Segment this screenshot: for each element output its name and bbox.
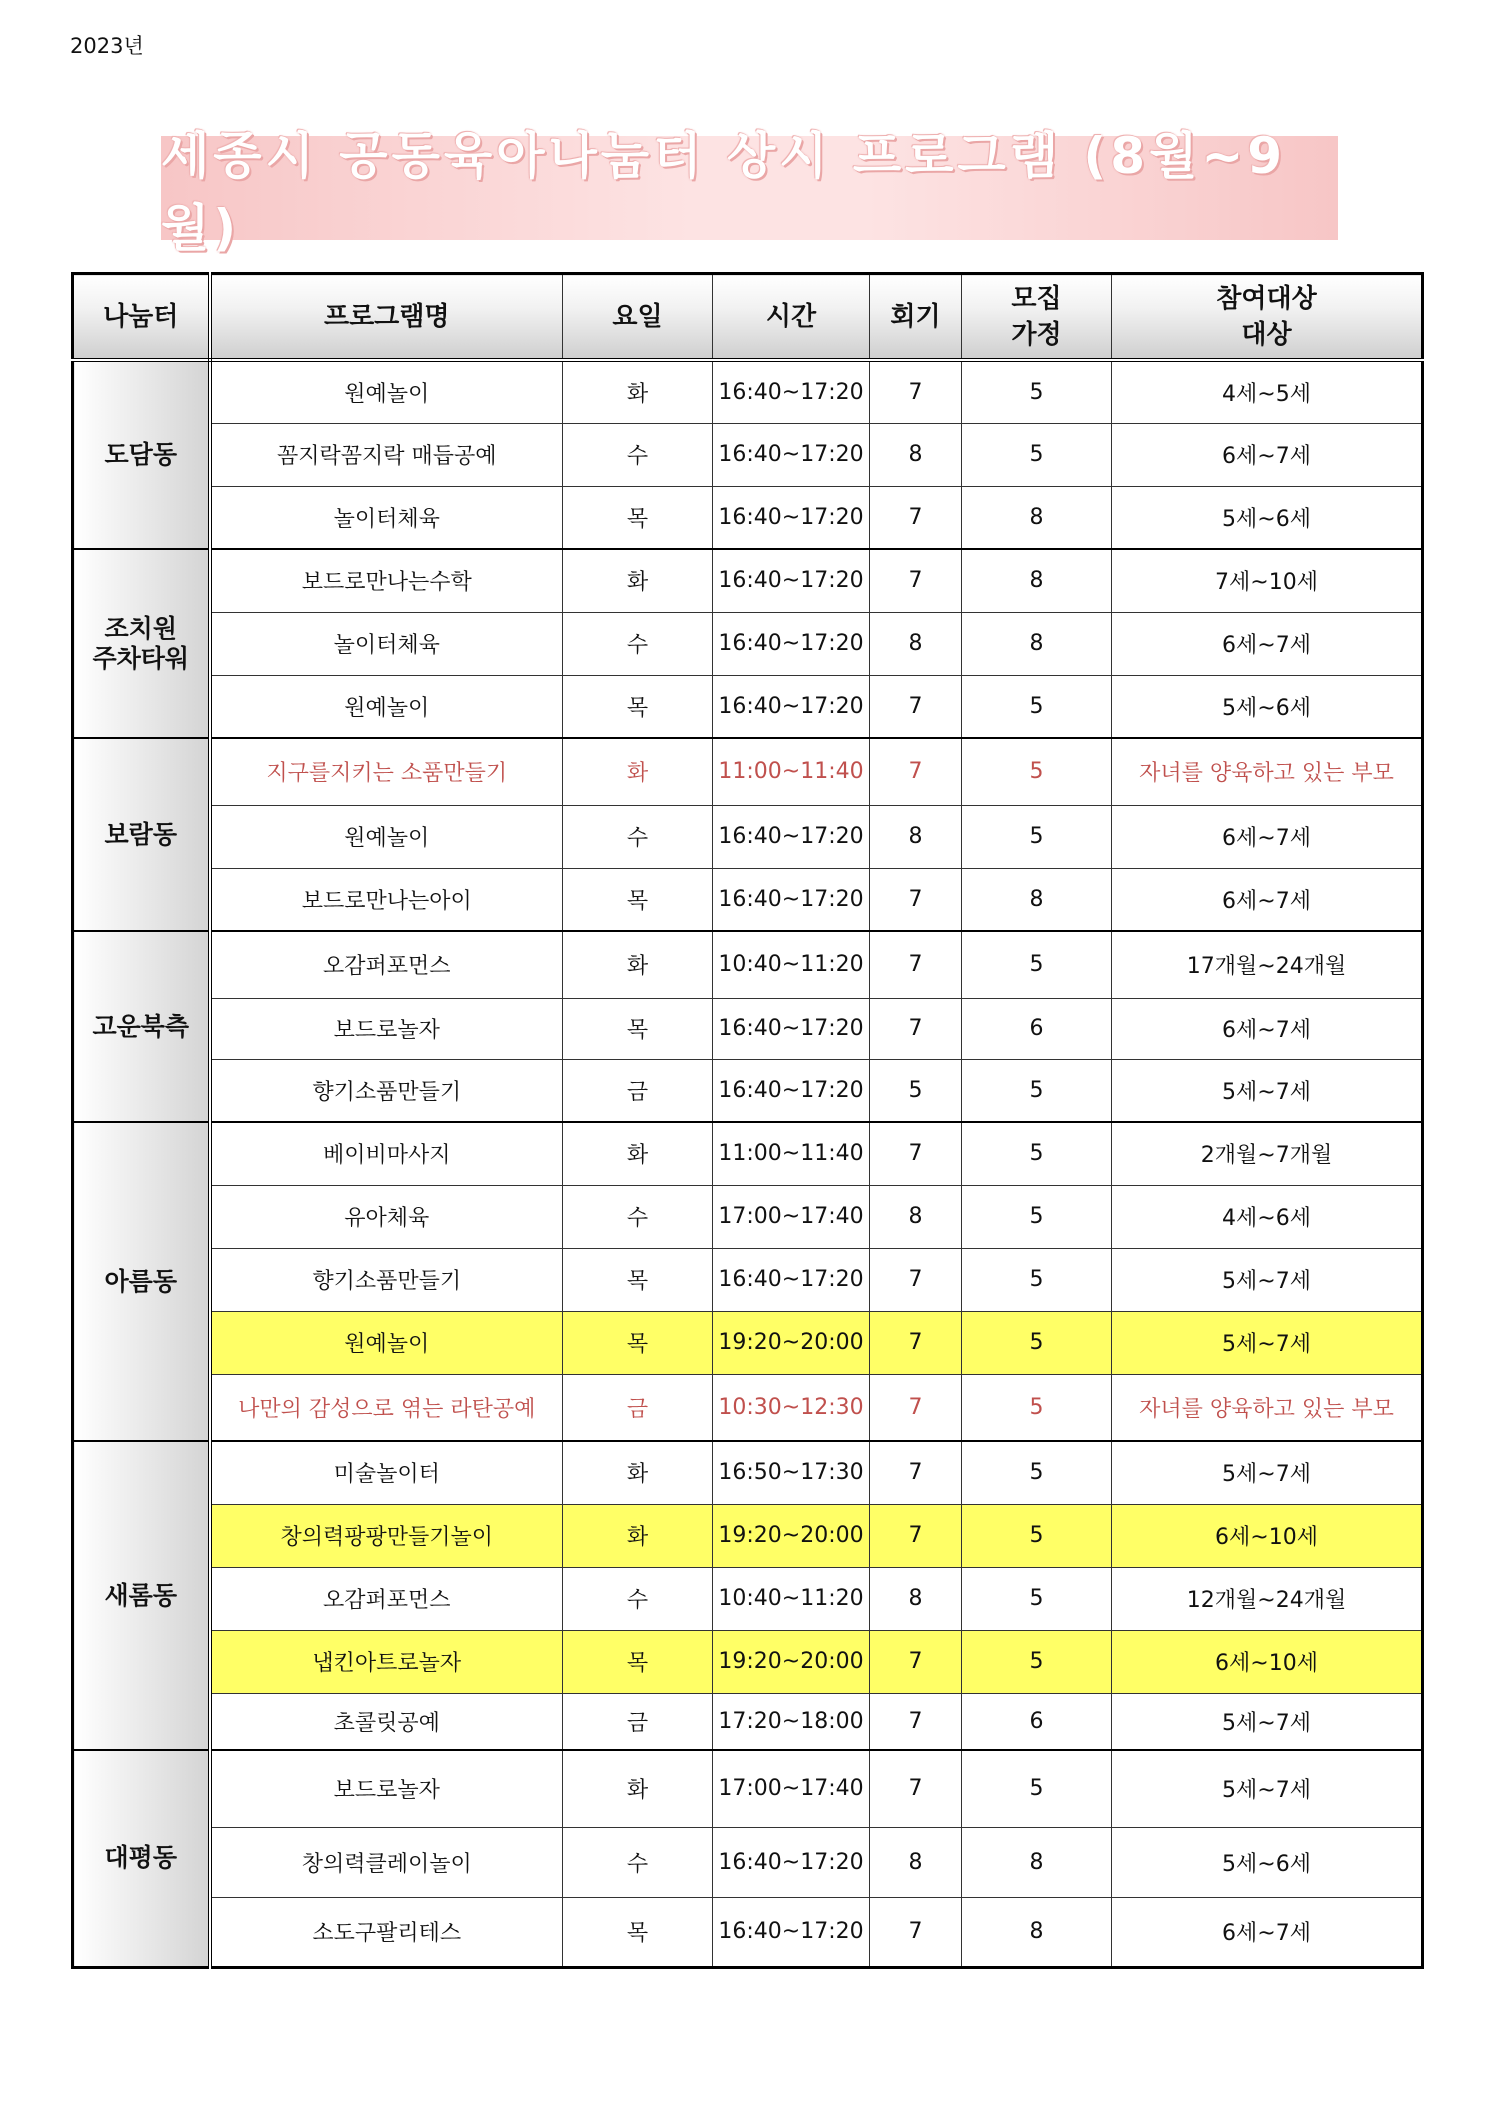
time-cell: 16:50~17:30 bbox=[713, 1441, 870, 1504]
program-name-cell: 놀이터체육 bbox=[210, 612, 563, 675]
hub-name-cell: 새롬동 bbox=[73, 1441, 210, 1750]
day-cell: 화 bbox=[563, 360, 713, 423]
table-row bbox=[73, 675, 1423, 738]
sessions-cell: 7 bbox=[870, 868, 962, 931]
table-row bbox=[73, 1248, 1423, 1311]
target-cell: 4세~5세 bbox=[1112, 360, 1423, 423]
table-row bbox=[73, 1827, 1423, 1897]
table-row bbox=[73, 1441, 1423, 1504]
sessions-cell: 7 bbox=[870, 1750, 962, 1827]
families-cell: 8 bbox=[962, 1897, 1112, 1967]
time-cell: 10:40~11:20 bbox=[713, 1567, 870, 1630]
day-cell: 수 bbox=[563, 1567, 713, 1630]
hub-name-cell: 대평동 bbox=[73, 1750, 210, 1967]
year-label: 2023년 bbox=[70, 34, 144, 58]
sessions-cell: 7 bbox=[870, 549, 962, 612]
column-header-families: 모집 가정 bbox=[962, 274, 1112, 361]
target-cell: 5세~7세 bbox=[1112, 1248, 1423, 1311]
table-row bbox=[73, 1122, 1423, 1185]
sessions-cell: 7 bbox=[870, 1693, 962, 1750]
target-cell: 6세~7세 bbox=[1112, 805, 1423, 868]
time-cell: 17:20~18:00 bbox=[713, 1693, 870, 1750]
table-row bbox=[73, 486, 1423, 549]
time-cell: 11:00~11:40 bbox=[713, 1122, 870, 1185]
time-cell: 11:00~11:40 bbox=[713, 738, 870, 805]
sessions-cell: 8 bbox=[870, 423, 962, 486]
target-cell: 6세~7세 bbox=[1112, 423, 1423, 486]
target-cell: 자녀를 양육하고 있는 부모 bbox=[1112, 738, 1423, 805]
program-name-cell: 원예놀이 bbox=[210, 675, 563, 738]
hub-name-cell: 도담동 bbox=[73, 360, 210, 549]
program-name-cell: 미술놀이터 bbox=[210, 1441, 563, 1504]
target-cell: 5세~7세 bbox=[1112, 1441, 1423, 1504]
target-cell: 5세~6세 bbox=[1112, 1827, 1423, 1897]
program-name-cell: 원예놀이 bbox=[210, 1311, 563, 1374]
day-cell: 금 bbox=[563, 1059, 713, 1122]
sessions-cell: 8 bbox=[870, 805, 962, 868]
table-row bbox=[73, 549, 1423, 612]
sessions-cell: 7 bbox=[870, 486, 962, 549]
target-cell: 7세~10세 bbox=[1112, 549, 1423, 612]
day-cell: 화 bbox=[563, 1504, 713, 1567]
sessions-cell: 8 bbox=[870, 1185, 962, 1248]
day-cell: 목 bbox=[563, 998, 713, 1059]
program-name-cell: 초콜릿공예 bbox=[210, 1693, 563, 1750]
program-name-cell: 꼼지락꼼지락 매듭공예 bbox=[210, 423, 563, 486]
sessions-cell: 7 bbox=[870, 1122, 962, 1185]
program-name-cell: 베이비마사지 bbox=[210, 1122, 563, 1185]
day-cell: 화 bbox=[563, 738, 713, 805]
day-cell: 목 bbox=[563, 1897, 713, 1967]
families-cell: 5 bbox=[962, 360, 1112, 423]
day-cell: 목 bbox=[563, 1248, 713, 1311]
families-cell: 5 bbox=[962, 1248, 1112, 1311]
program-name-cell: 유아체육 bbox=[210, 1185, 563, 1248]
program-name-cell: 지구를지키는 소품만들기 bbox=[210, 738, 563, 805]
target-cell: 4세~6세 bbox=[1112, 1185, 1423, 1248]
program-name-cell: 창의력팡팡만들기놀이 bbox=[210, 1504, 563, 1567]
sessions-cell: 7 bbox=[870, 360, 962, 423]
time-cell: 10:30~12:30 bbox=[713, 1374, 870, 1441]
time-cell: 19:20~20:00 bbox=[713, 1311, 870, 1374]
program-name-cell: 오감퍼포먼스 bbox=[210, 1567, 563, 1630]
target-cell: 12개월~24개월 bbox=[1112, 1567, 1423, 1630]
table-body bbox=[73, 360, 1423, 1967]
table-row bbox=[73, 738, 1423, 805]
target-cell: 5세~6세 bbox=[1112, 486, 1423, 549]
column-header-sessions: 회기 bbox=[870, 274, 962, 361]
day-cell: 수 bbox=[563, 612, 713, 675]
families-cell: 6 bbox=[962, 998, 1112, 1059]
day-cell: 수 bbox=[563, 423, 713, 486]
table-row bbox=[73, 423, 1423, 486]
families-cell: 5 bbox=[962, 1122, 1112, 1185]
program-name-cell: 보드로만나는아이 bbox=[210, 868, 563, 931]
day-cell: 수 bbox=[563, 805, 713, 868]
hub-name-cell: 고운북측 bbox=[73, 931, 210, 1122]
families-cell: 5 bbox=[962, 805, 1112, 868]
sessions-cell: 7 bbox=[870, 1504, 962, 1567]
families-cell: 5 bbox=[962, 1059, 1112, 1122]
program-name-cell: 소도구팔리테스 bbox=[210, 1897, 563, 1967]
table-row bbox=[73, 1374, 1423, 1441]
program-name-cell: 놀이터체육 bbox=[210, 486, 563, 549]
families-cell: 8 bbox=[962, 549, 1112, 612]
table-row bbox=[73, 805, 1423, 868]
day-cell: 수 bbox=[563, 1185, 713, 1248]
program-name-cell: 원예놀이 bbox=[210, 360, 563, 423]
sessions-cell: 7 bbox=[870, 1311, 962, 1374]
day-cell: 수 bbox=[563, 1827, 713, 1897]
target-cell: 5세~7세 bbox=[1112, 1750, 1423, 1827]
time-cell: 16:40~17:20 bbox=[713, 675, 870, 738]
families-cell: 8 bbox=[962, 1827, 1112, 1897]
time-cell: 16:40~17:20 bbox=[713, 805, 870, 868]
table-row bbox=[73, 868, 1423, 931]
sessions-cell: 7 bbox=[870, 1374, 962, 1441]
time-cell: 16:40~17:20 bbox=[713, 998, 870, 1059]
program-name-cell: 원예놀이 bbox=[210, 805, 563, 868]
target-cell: 2개월~7개월 bbox=[1112, 1122, 1423, 1185]
table-row bbox=[73, 1504, 1423, 1567]
time-cell: 16:40~17:20 bbox=[713, 486, 870, 549]
families-cell: 5 bbox=[962, 931, 1112, 998]
sessions-cell: 8 bbox=[870, 1827, 962, 1897]
sessions-cell: 7 bbox=[870, 1248, 962, 1311]
program-name-cell: 향기소품만들기 bbox=[210, 1059, 563, 1122]
table-row bbox=[73, 612, 1423, 675]
sessions-cell: 8 bbox=[870, 1567, 962, 1630]
families-cell: 5 bbox=[962, 1750, 1112, 1827]
time-cell: 16:40~17:20 bbox=[713, 1897, 870, 1967]
program-name-cell: 보드로만나는수학 bbox=[210, 549, 563, 612]
day-cell: 목 bbox=[563, 486, 713, 549]
target-cell: 6세~7세 bbox=[1112, 612, 1423, 675]
families-cell: 5 bbox=[962, 1630, 1112, 1693]
families-cell: 8 bbox=[962, 612, 1112, 675]
target-cell: 6세~7세 bbox=[1112, 1897, 1423, 1967]
families-cell: 5 bbox=[962, 1185, 1112, 1248]
table-row bbox=[73, 931, 1423, 998]
sessions-cell: 7 bbox=[870, 738, 962, 805]
hub-name-cell: 보람동 bbox=[73, 738, 210, 931]
time-cell: 17:00~17:40 bbox=[713, 1750, 870, 1827]
families-cell: 5 bbox=[962, 738, 1112, 805]
program-name-cell: 냅킨아트로놀자 bbox=[210, 1630, 563, 1693]
sessions-cell: 7 bbox=[870, 675, 962, 738]
sessions-cell: 7 bbox=[870, 931, 962, 998]
column-header-program: 프로그램명 bbox=[210, 274, 563, 361]
column-header-target: 참여대상 대상 bbox=[1112, 274, 1423, 361]
target-cell: 5세~6세 bbox=[1112, 675, 1423, 738]
target-cell: 6세~10세 bbox=[1112, 1630, 1423, 1693]
program-schedule-table bbox=[71, 272, 1424, 1969]
day-cell: 화 bbox=[563, 931, 713, 998]
table-row bbox=[73, 998, 1423, 1059]
time-cell: 17:00~17:40 bbox=[713, 1185, 870, 1248]
table-row bbox=[73, 1311, 1423, 1374]
day-cell: 금 bbox=[563, 1374, 713, 1441]
table-row bbox=[73, 1750, 1423, 1827]
table-row bbox=[73, 1693, 1423, 1750]
sessions-cell: 7 bbox=[870, 1630, 962, 1693]
time-cell: 16:40~17:20 bbox=[713, 360, 870, 423]
target-cell: 6세~7세 bbox=[1112, 868, 1423, 931]
program-name-cell: 나만의 감성으로 엮는 라탄공예 bbox=[210, 1374, 563, 1441]
families-cell: 5 bbox=[962, 423, 1112, 486]
time-cell: 16:40~17:20 bbox=[713, 1248, 870, 1311]
time-cell: 10:40~11:20 bbox=[713, 931, 870, 998]
target-cell: 6세~7세 bbox=[1112, 998, 1423, 1059]
day-cell: 화 bbox=[563, 1122, 713, 1185]
target-cell: 17개월~24개월 bbox=[1112, 931, 1423, 998]
time-cell: 16:40~17:20 bbox=[713, 1827, 870, 1897]
time-cell: 16:40~17:20 bbox=[713, 1059, 870, 1122]
families-cell: 5 bbox=[962, 1567, 1112, 1630]
program-name-cell: 보드로놀자 bbox=[210, 998, 563, 1059]
hub-name-cell: 아름동 bbox=[73, 1122, 210, 1441]
program-name-cell: 오감퍼포먼스 bbox=[210, 931, 563, 998]
sessions-cell: 7 bbox=[870, 1897, 962, 1967]
column-header-day: 요일 bbox=[563, 274, 713, 361]
time-cell: 19:20~20:00 bbox=[713, 1630, 870, 1693]
families-cell: 8 bbox=[962, 868, 1112, 931]
title-banner bbox=[161, 127, 1338, 257]
sessions-cell: 5 bbox=[870, 1059, 962, 1122]
time-cell: 16:40~17:20 bbox=[713, 868, 870, 931]
table-header-row bbox=[73, 274, 1423, 361]
day-cell: 화 bbox=[563, 549, 713, 612]
day-cell: 목 bbox=[563, 675, 713, 738]
families-cell: 6 bbox=[962, 1693, 1112, 1750]
day-cell: 금 bbox=[563, 1693, 713, 1750]
families-cell: 5 bbox=[962, 675, 1112, 738]
target-cell: 5세~7세 bbox=[1112, 1059, 1423, 1122]
families-cell: 5 bbox=[962, 1441, 1112, 1504]
program-name-cell: 창의력클레이놀이 bbox=[210, 1827, 563, 1897]
day-cell: 화 bbox=[563, 1750, 713, 1827]
column-header-hub: 나눔터 bbox=[73, 274, 210, 361]
sessions-cell: 7 bbox=[870, 1441, 962, 1504]
day-cell: 목 bbox=[563, 868, 713, 931]
page-title: 세종시 공동육아나눔터 상시 프로그램 (8월~9월) bbox=[161, 127, 1287, 257]
families-cell: 5 bbox=[962, 1504, 1112, 1567]
target-cell: 5세~7세 bbox=[1112, 1311, 1423, 1374]
hub-name-cell: 조치원 주차타워 bbox=[73, 549, 210, 738]
table-row bbox=[73, 1630, 1423, 1693]
families-cell: 8 bbox=[962, 486, 1112, 549]
time-cell: 19:20~20:00 bbox=[713, 1504, 870, 1567]
families-cell: 5 bbox=[962, 1374, 1112, 1441]
table-row bbox=[73, 360, 1423, 423]
day-cell: 목 bbox=[563, 1311, 713, 1374]
target-cell: 5세~7세 bbox=[1112, 1693, 1423, 1750]
sessions-cell: 7 bbox=[870, 998, 962, 1059]
sessions-cell: 8 bbox=[870, 612, 962, 675]
day-cell: 화 bbox=[563, 1441, 713, 1504]
table-row bbox=[73, 1567, 1423, 1630]
time-cell: 16:40~17:20 bbox=[713, 423, 870, 486]
program-name-cell: 향기소품만들기 bbox=[210, 1248, 563, 1311]
time-cell: 16:40~17:20 bbox=[713, 549, 870, 612]
day-cell: 목 bbox=[563, 1630, 713, 1693]
program-name-cell: 보드로놀자 bbox=[210, 1750, 563, 1827]
table-row bbox=[73, 1059, 1423, 1122]
table-row bbox=[73, 1185, 1423, 1248]
table-row bbox=[73, 1897, 1423, 1967]
families-cell: 5 bbox=[962, 1311, 1112, 1374]
column-header-time: 시간 bbox=[713, 274, 870, 361]
time-cell: 16:40~17:20 bbox=[713, 612, 870, 675]
target-cell: 자녀를 양육하고 있는 부모 bbox=[1112, 1374, 1423, 1441]
target-cell: 6세~10세 bbox=[1112, 1504, 1423, 1567]
